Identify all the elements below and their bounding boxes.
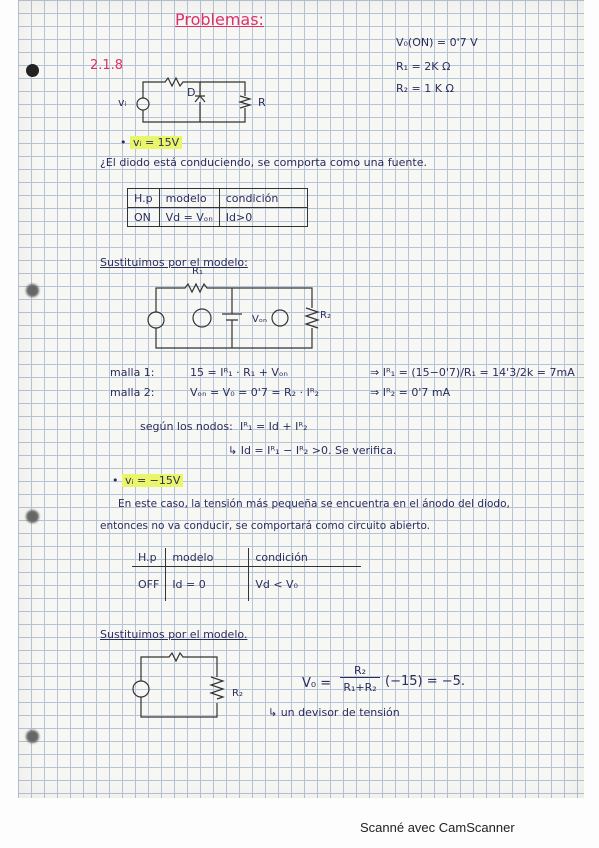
case1-question: ¿El diodo está conduciendo, se comporta como una fuente.: [100, 156, 427, 169]
case2-heading: • vᵢ = −15V: [112, 474, 183, 487]
case2-table-cell: Id = 0: [166, 567, 249, 602]
circuit2-label-von: Vₒₙ: [252, 314, 267, 325]
param-r2: R₂ = 1 K Ω: [396, 82, 454, 95]
binder-hole: [26, 730, 39, 743]
circuit1-label-r: R: [258, 96, 266, 109]
circuit-diagram-3: [125, 645, 235, 725]
case1-table: [127, 188, 308, 227]
formula-lhs: V₀ =: [302, 676, 332, 691]
case2-text-line1: En este caso, la tensión más pequeña se encuentra en el ánodo del diodo,: [118, 498, 510, 510]
eq2-label: malla 2:: [110, 386, 155, 399]
result-ir2: ⇒ Iᴿ₂ = 0'7 mA: [370, 386, 451, 399]
case1-table-header: modelo: [159, 189, 219, 208]
param-von: V₀(ON) = 0'7 V: [396, 36, 478, 49]
eq1-label: malla 1:: [110, 366, 155, 379]
case1-heading-text: vᵢ = 15V: [130, 136, 182, 149]
footer-watermark: Scanné avec CamScanner: [360, 820, 515, 835]
circuit3-label-r2: R₂: [232, 688, 243, 699]
case2-table-header: condición: [249, 548, 362, 567]
binder-hole: [26, 510, 39, 523]
case2-table-cell: Vd < V₀: [249, 567, 362, 602]
binder-hole: [26, 284, 39, 297]
case1-table-cell: Id>0: [219, 208, 307, 227]
circuit2-label-r2: R₂: [320, 310, 331, 321]
case1-table-header: H.p: [128, 189, 160, 208]
param-r1: R₁ = 2K Ω: [396, 60, 451, 73]
case2-substitute: Sustituimos por el modelo.: [100, 628, 248, 641]
case2-heading-text: vᵢ = −15V: [122, 474, 183, 487]
result-ir1: ⇒ Iᴿ₁ = (15−0'7)/R₁ = 14'3/2k = 7mA: [370, 366, 575, 379]
binder-hole: [26, 64, 39, 77]
case2-table-header: modelo: [166, 548, 249, 567]
case1-table-cell: ON: [128, 208, 160, 227]
case1-table-cell: Vd = Vₒₙ: [159, 208, 219, 227]
eq1: 15 = Iᴿ₁ · R₁ + Vₒₙ: [190, 366, 288, 379]
case2-table: [132, 548, 361, 601]
nodes-label: según los nodos:: [140, 420, 233, 433]
case1-table-header: condición: [219, 189, 307, 208]
formula-denominator: R₁+R₂: [343, 681, 377, 694]
nodes-equation: Iᴿ₁ = Id + Iᴿ₂: [240, 420, 308, 433]
circuit-diagram-2: [140, 270, 340, 355]
case1-substitute: Sustituimos por el modelo:: [100, 256, 248, 269]
circuit1-label-d: D: [187, 86, 196, 99]
circuit1-label-vi: vᵢ: [118, 96, 127, 109]
divider-note: ↳ un devisor de tensión: [268, 706, 400, 719]
verification: ↳ Id = Iᴿ₁ − Iᴿ₂ >0. Se verifica.: [228, 444, 397, 457]
circuit-diagram-1: [115, 70, 275, 130]
circuit2-label-r1: R₁: [192, 266, 203, 277]
case2-table-cell: OFF: [132, 567, 166, 602]
formula-numerator: R₂: [340, 664, 380, 678]
page-title: Problemas:: [175, 10, 264, 29]
case2-table-header: H.p: [132, 548, 166, 567]
eq2: Vₒₙ = V₀ = 0'7 = R₂ · Iᴿ₂: [190, 386, 320, 399]
formula-rhs: (−15) = −5.: [385, 674, 466, 689]
problem-number: 2.1.8: [90, 58, 124, 73]
notebook-page: [18, 0, 584, 798]
case1-heading: • vᵢ = 15V: [120, 136, 182, 149]
case2-text-line2: entonces no va conducir, se comportará como circuito abierto.: [100, 520, 431, 532]
